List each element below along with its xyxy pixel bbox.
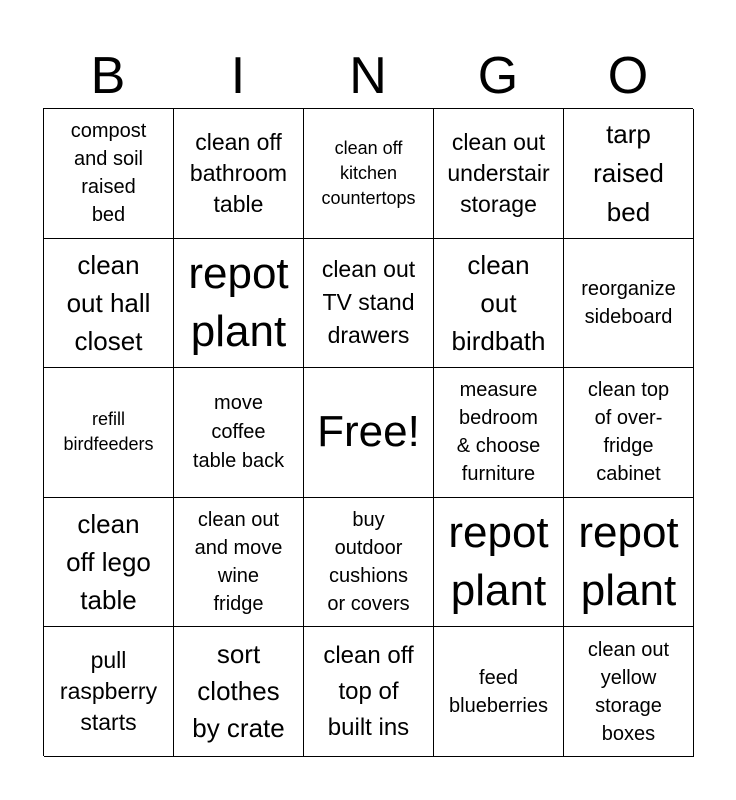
bingo-cell-r4c1[interactable] [44, 498, 174, 628]
header-letter-o: O [607, 47, 649, 105]
cell-text: measure bedroom & choose furniture [456, 379, 541, 486]
cell-text: clean out yellow storage boxes [587, 638, 670, 745]
header-letter-n: N [349, 47, 387, 105]
header-letter-i: I [230, 47, 246, 105]
cell-text: reorganize sideboard [581, 277, 676, 328]
bingo-cell-r5c2[interactable] [174, 627, 304, 757]
cell-text: clean out hall closet [66, 249, 151, 356]
cell-text: repot plant [578, 508, 679, 616]
bingo-cell-r2c4[interactable] [434, 239, 564, 369]
cell-text: sort clothes by crate [192, 639, 285, 744]
cell-text: compost and soil raised bed [70, 120, 147, 227]
cell-text: repot plant [448, 508, 549, 616]
cell-text: clean out understair storage [447, 128, 550, 217]
bingo-cell-r2c2[interactable] [174, 239, 304, 369]
bingo-cell-r5c4[interactable] [434, 627, 564, 757]
cell-text: pull raspberry starts [59, 647, 158, 736]
cell-text: clean off bathroom table [189, 128, 288, 217]
header-letter-b: B [90, 47, 126, 105]
bingo-cell-r3c4[interactable] [434, 368, 564, 498]
bingo-cell-free[interactable] [304, 368, 434, 498]
bingo-cell-r5c5[interactable] [564, 627, 694, 757]
bingo-cell-r3c1[interactable] [44, 368, 174, 498]
cell-text: clean out and move wine fridge [194, 509, 283, 616]
bingo-cell-r1c3[interactable] [304, 109, 434, 239]
bingo-cell-r1c5[interactable] [564, 109, 694, 239]
cell-text: clean out birdbath [451, 249, 546, 356]
bingo-card-grid [43, 108, 693, 756]
bingo-cell-r4c5[interactable] [564, 498, 694, 628]
cell-text: move coffee table back [192, 391, 285, 472]
bingo-cell-r1c4[interactable] [434, 109, 564, 239]
bingo-cell-r2c5[interactable] [564, 239, 694, 369]
cell-text: refill birdfeeders [63, 409, 154, 455]
cell-text: clean top of over- fridge cabinet [587, 379, 670, 486]
bingo-header [43, 44, 693, 108]
cell-text: clean off lego table [66, 509, 151, 616]
bingo-cell-r1c2[interactable] [174, 109, 304, 239]
cell-text: clean off kitchen countertops [321, 137, 416, 208]
bingo-cell-r3c5[interactable] [564, 368, 694, 498]
cell-text: clean off top of built ins [323, 641, 414, 741]
cell-text: clean out TV stand drawers [321, 256, 416, 349]
bingo-cell-r2c1[interactable] [44, 239, 174, 369]
bingo-cell-r2c3[interactable] [304, 239, 434, 369]
bingo-cell-r4c2[interactable] [174, 498, 304, 628]
bingo-cell-r1c1[interactable] [44, 109, 174, 239]
free-space-text: Free! [317, 407, 420, 457]
cell-text: feed blueberries [449, 666, 548, 717]
header-letter-g: G [477, 47, 519, 105]
cell-text: buy outdoor cushions or covers [327, 509, 410, 616]
bingo-cell-r4c3[interactable] [304, 498, 434, 628]
cell-text: repot plant [188, 248, 289, 356]
bingo-cell-r4c4[interactable] [434, 498, 564, 628]
cell-text: tarp raised bed [593, 118, 664, 227]
bingo-cell-r3c2[interactable] [174, 368, 304, 498]
bingo-cell-r5c3[interactable] [304, 627, 434, 757]
bingo-cell-r5c1[interactable] [44, 627, 174, 757]
